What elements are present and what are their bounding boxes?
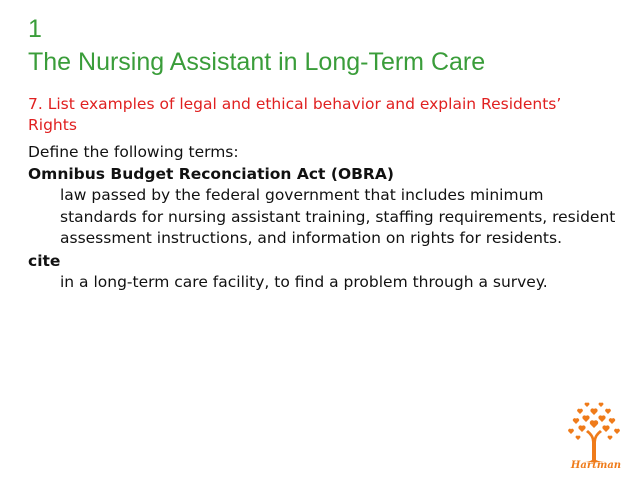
term-cite: cite [28,251,61,270]
slide-body [28,142,618,294]
learning-objective: 7. List examples of legal and ethical behavior and explain Residents’ Rights [28,95,562,134]
definition-cite: in a long-term care facility, to find a problem through a survey. [60,273,548,291]
term-obra: Omnibus Budget Reconciation Act (OBRA) [28,164,394,183]
slide-title: The Nursing Assistant in Long-Term Care [28,48,486,76]
intro-text: Define the following terms: [28,143,239,161]
definition-obra: law passed by the federal government that includes minimum standards for nursing assistant training, staffing requirements, resident assessment instructions, and information on rights for residents. [60,186,616,247]
logo-wordmark: Hartman [570,460,622,471]
slide-number: 1 [28,15,42,43]
